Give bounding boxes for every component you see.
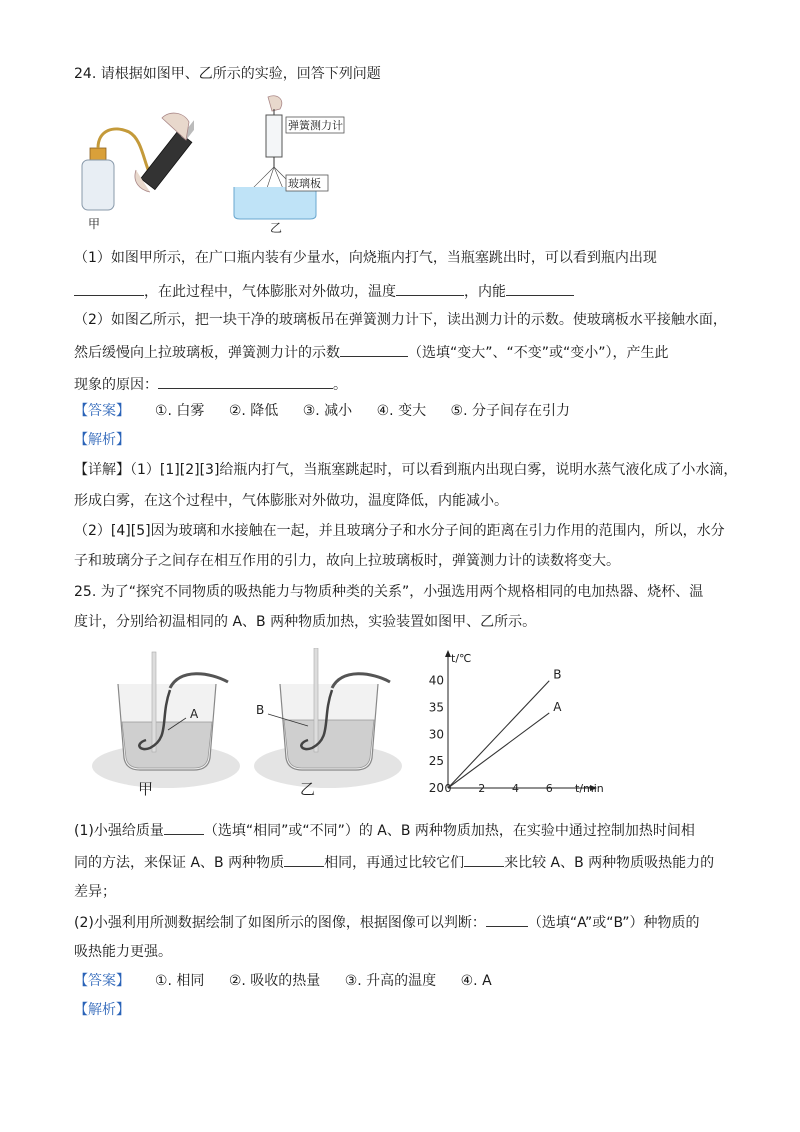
blank-4[interactable] (340, 342, 408, 357)
x-tick-label: 4 (512, 782, 519, 795)
blank-1[interactable] (74, 281, 144, 296)
q24-detail-line3: （2）[4][5]因为玻璃和水接触在一起，并且玻璃分子和水分子间的距离在引力作用的范围内，所以，水分 (74, 523, 725, 539)
fig-jia-label: 甲 (88, 217, 101, 231)
y-tick-label: 35 (428, 700, 444, 715)
fig-jia-label: 甲 (138, 780, 154, 798)
blank-9[interactable] (486, 912, 528, 927)
q24-analysis-tag: 【解析】 (74, 432, 130, 448)
temperature-time-chart (420, 650, 620, 800)
answer-item: ②. 降低 (228, 403, 279, 419)
figure-spring-scale (228, 95, 368, 235)
answer-tag: 【答案】 (74, 973, 130, 989)
blank-5[interactable] (158, 374, 333, 389)
q24-part2-line3: 现象的原因： 。 (74, 374, 347, 395)
q25-part1-line2: 同的方法，来保证 A、B 两种物质 相同，再通过比较它们 来比较 A、B 两种物质吸热能力的 (74, 852, 714, 873)
spring-scale-label: 弹簧测力计 (288, 119, 343, 132)
answer-item: ③. 减小 (302, 403, 353, 419)
q24-title: 24. 请根据如图甲、乙所示的实验，回答下列问题 (74, 66, 381, 82)
answer-item: ④. 变大 (376, 403, 427, 419)
x-tick-label: 2 (478, 782, 486, 795)
q24-answer-row (74, 401, 570, 421)
series-label-a: A (553, 699, 562, 714)
figure-beaker-b (248, 648, 408, 800)
y-tick-label: 25 (428, 754, 444, 769)
q24-detail-line4: 子和玻璃分子之间存在相互作用的引力，故向上拉玻璃板时，弹簧测力计的读数将变大。 (74, 553, 620, 569)
fig-yi-label: 乙 (300, 780, 316, 798)
beaker-b-label: B (256, 703, 265, 717)
q24-part1-line1: （1）如图甲所示，在广口瓶内装有少量水，向烧瓶内打气，当瓶塞跳出时，可以看到瓶内出现 (74, 250, 657, 266)
answer-item: ①. 相同 (154, 973, 205, 989)
q24-part2-line2: 然后缓慢向上拉玻璃板，弹簧测力计的示数 （选填“变大”、“不变”或“变小”），产生此 (74, 342, 669, 363)
x-axis-label: t/min (575, 782, 604, 795)
series-label-b: B (553, 667, 562, 682)
answer-item: ⑤. 分子间存在引力 (450, 403, 570, 419)
y-tick-label: 40 (428, 673, 444, 688)
series-line-a (448, 713, 549, 788)
q25-part2-line2: 吸热能力更强。 (74, 944, 172, 960)
glass-plate-label: 玻璃板 (288, 177, 321, 190)
y-tick-label: 30 (428, 727, 444, 742)
q25-title-line2: 度计，分别给初温相同的 A、B 两种物质加热，实验装置如图甲、乙所示。 (74, 614, 537, 630)
y-tick-label: 20 (428, 781, 444, 795)
x-tick-label: 0 (444, 782, 452, 795)
q24-part2-line1: （2）如图乙所示，把一块干净的玻璃板吊在弹簧测力计下，读出测力计的示数。使玻璃板水平接触水面， (74, 312, 727, 328)
q25-part1-line1: (1)小强给质量 （选填“相同”或“不同”）的 A、B 两种物质加热，在实验中通过控制加热时间相 (74, 820, 695, 841)
y-axis-label: t/℃ (451, 652, 472, 665)
figure-pump-bottle (74, 110, 194, 235)
answer-item: ④. A (460, 973, 492, 989)
answer-item: ②. 吸收的热量 (228, 973, 321, 989)
figure-beaker-a (90, 648, 250, 800)
blank-7[interactable] (284, 852, 324, 867)
answer-tag: 【答案】 (74, 403, 130, 419)
blank-3[interactable] (506, 281, 574, 296)
q24-detail-line1: 【详解】（1）[1][2][3]给瓶内打气，当瓶塞跳起时，可以看到瓶内出现白雾，说明水蒸气液化成了小水滴， (74, 462, 738, 478)
q25-part1-line3: 差异； (74, 884, 116, 900)
q24-detail-line2: 形成白雾，在这个过程中，气体膨胀对外做功，温度降低，内能减小。 (74, 493, 508, 509)
beaker-a-label: A (190, 707, 199, 721)
q25-answer-row (74, 971, 492, 991)
blank-6[interactable] (164, 820, 204, 835)
answer-item: ③. 升高的温度 (344, 973, 437, 989)
q25-analysis-tag: 【解析】 (74, 1002, 130, 1018)
blank-2[interactable] (396, 281, 464, 296)
series-line-b (448, 681, 549, 788)
q24-part1-line2: ，在此过程中，气体膨胀对外做功，温度 ，内能 (74, 281, 574, 302)
q25-part2-line1: (2)小强利用所测数据绘制了如图所示的图像，根据图像可以判断： （选填“A”或“B”）种物质的 (74, 912, 700, 933)
fig-yi-label: 乙 (270, 221, 283, 235)
x-tick-label: 6 (545, 782, 553, 795)
answer-item: ①. 白雾 (154, 403, 205, 419)
blank-8[interactable] (464, 852, 504, 867)
q25-title-line1: 25. 为了“探究不同物质的吸热能力与物质种类的关系”，小强选用两个规格相同的电加热器、烧杯、温 (74, 584, 704, 600)
